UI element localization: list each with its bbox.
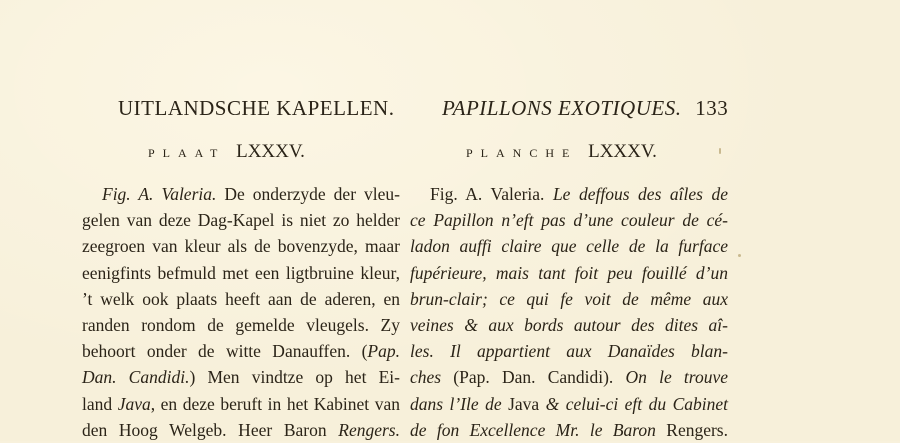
dutch-plate-word: PLAAT xyxy=(148,146,226,160)
text-line xyxy=(82,233,400,259)
text-line xyxy=(82,207,400,233)
text-segment: , en deze beruft in het Kabinet van xyxy=(150,393,400,414)
french-plate-heading xyxy=(466,141,657,163)
dutch-body-text xyxy=(82,181,400,443)
text-segment: les. Il appartient aux Danaïdes blan- xyxy=(410,341,728,362)
text-segment: ladon auffi claire que celle de la furface xyxy=(410,236,728,257)
text-segment: zeegroen van kleur als de bovenzyde, maar xyxy=(82,236,400,257)
dutch-plate-number: LXXXV. xyxy=(236,141,305,162)
text-line xyxy=(82,338,400,364)
text-line xyxy=(82,312,400,338)
text-line xyxy=(410,391,728,417)
text-line xyxy=(410,312,728,338)
dutch-plate-heading xyxy=(148,141,305,163)
text-segment: De onderzyde der vleu- xyxy=(216,184,400,204)
text-segment: Dan. Candidi. xyxy=(82,367,190,388)
text-line xyxy=(410,260,728,286)
text-segment: Rengers. xyxy=(338,419,400,440)
french-plate-word: PLANCHE xyxy=(466,146,578,160)
text-segment: & celui-ci eft du Cabinet xyxy=(545,393,728,414)
text-line xyxy=(82,260,400,286)
french-body-text xyxy=(410,181,728,443)
text-segment: Le deffous des aîles de xyxy=(552,184,728,204)
french-running-head xyxy=(442,96,728,121)
text-segment: Fig. A. Valeria. xyxy=(430,184,553,204)
text-line xyxy=(410,181,728,207)
text-segment: brun-clair; ce qui fe voit de même aux xyxy=(410,288,728,309)
text-segment: ce Papillon n’eft pas d’une couleur de cé- xyxy=(410,210,728,231)
dutch-header-title: UITLANDSCHE KAPELLEN. xyxy=(118,96,395,120)
text-segment: ’t welk ook plaats heeft aan de aderen, en xyxy=(82,288,400,309)
text-line xyxy=(410,338,728,364)
text-line xyxy=(410,364,728,390)
text-segment: de fon Excellence Mr. le Baron xyxy=(410,419,667,440)
text-line xyxy=(82,364,400,390)
paper-speck xyxy=(719,148,721,154)
text-segment: (Pap. Dan. Candidi). xyxy=(441,367,626,388)
text-segment: land xyxy=(82,393,118,414)
text-segment: veines & aux bords autour des dites aî- xyxy=(410,315,728,336)
text-line xyxy=(410,286,728,312)
text-line xyxy=(410,417,728,443)
text-line xyxy=(410,233,728,259)
french-plate-number: LXXXV. xyxy=(588,141,657,162)
text-line xyxy=(82,391,400,417)
paper-speck xyxy=(738,254,741,257)
text-segment: Java xyxy=(117,393,151,414)
text-segment: den Hoog Welgeb. Heer Baron xyxy=(82,419,339,440)
text-segment: gelen van deze Dag-Kapel is niet zo helder xyxy=(82,210,400,231)
text-segment: fupérieure, mais tant foit peu fouillé d’un xyxy=(410,262,728,283)
text-line xyxy=(82,417,400,443)
text-segment: Rengers. xyxy=(666,419,728,440)
page-number: 133 xyxy=(695,96,729,120)
text-segment: Java xyxy=(508,393,546,414)
text-segment: On le trouve xyxy=(625,367,728,388)
text-segment: dans l’Ile de xyxy=(410,393,509,414)
text-line xyxy=(82,181,400,207)
text-segment: Pap. xyxy=(367,341,400,362)
dutch-running-head xyxy=(118,96,394,121)
text-segment: ) Men vindtze op het Ei- xyxy=(189,367,400,388)
text-segment: behoort onder de witte Danauffen. ( xyxy=(82,341,368,362)
text-segment: randen rondom de gemelde vleugels. Zy xyxy=(82,315,400,336)
french-header-title: PAPILLONS EXOTIQUES. xyxy=(442,96,682,120)
text-line xyxy=(410,207,728,233)
text-line xyxy=(82,286,400,312)
text-segment: ches xyxy=(410,367,442,388)
text-segment: Fig. A. Valeria. xyxy=(102,184,217,204)
text-segment: eenigfints befmuld met een ligtbruine kleur, xyxy=(82,262,400,283)
